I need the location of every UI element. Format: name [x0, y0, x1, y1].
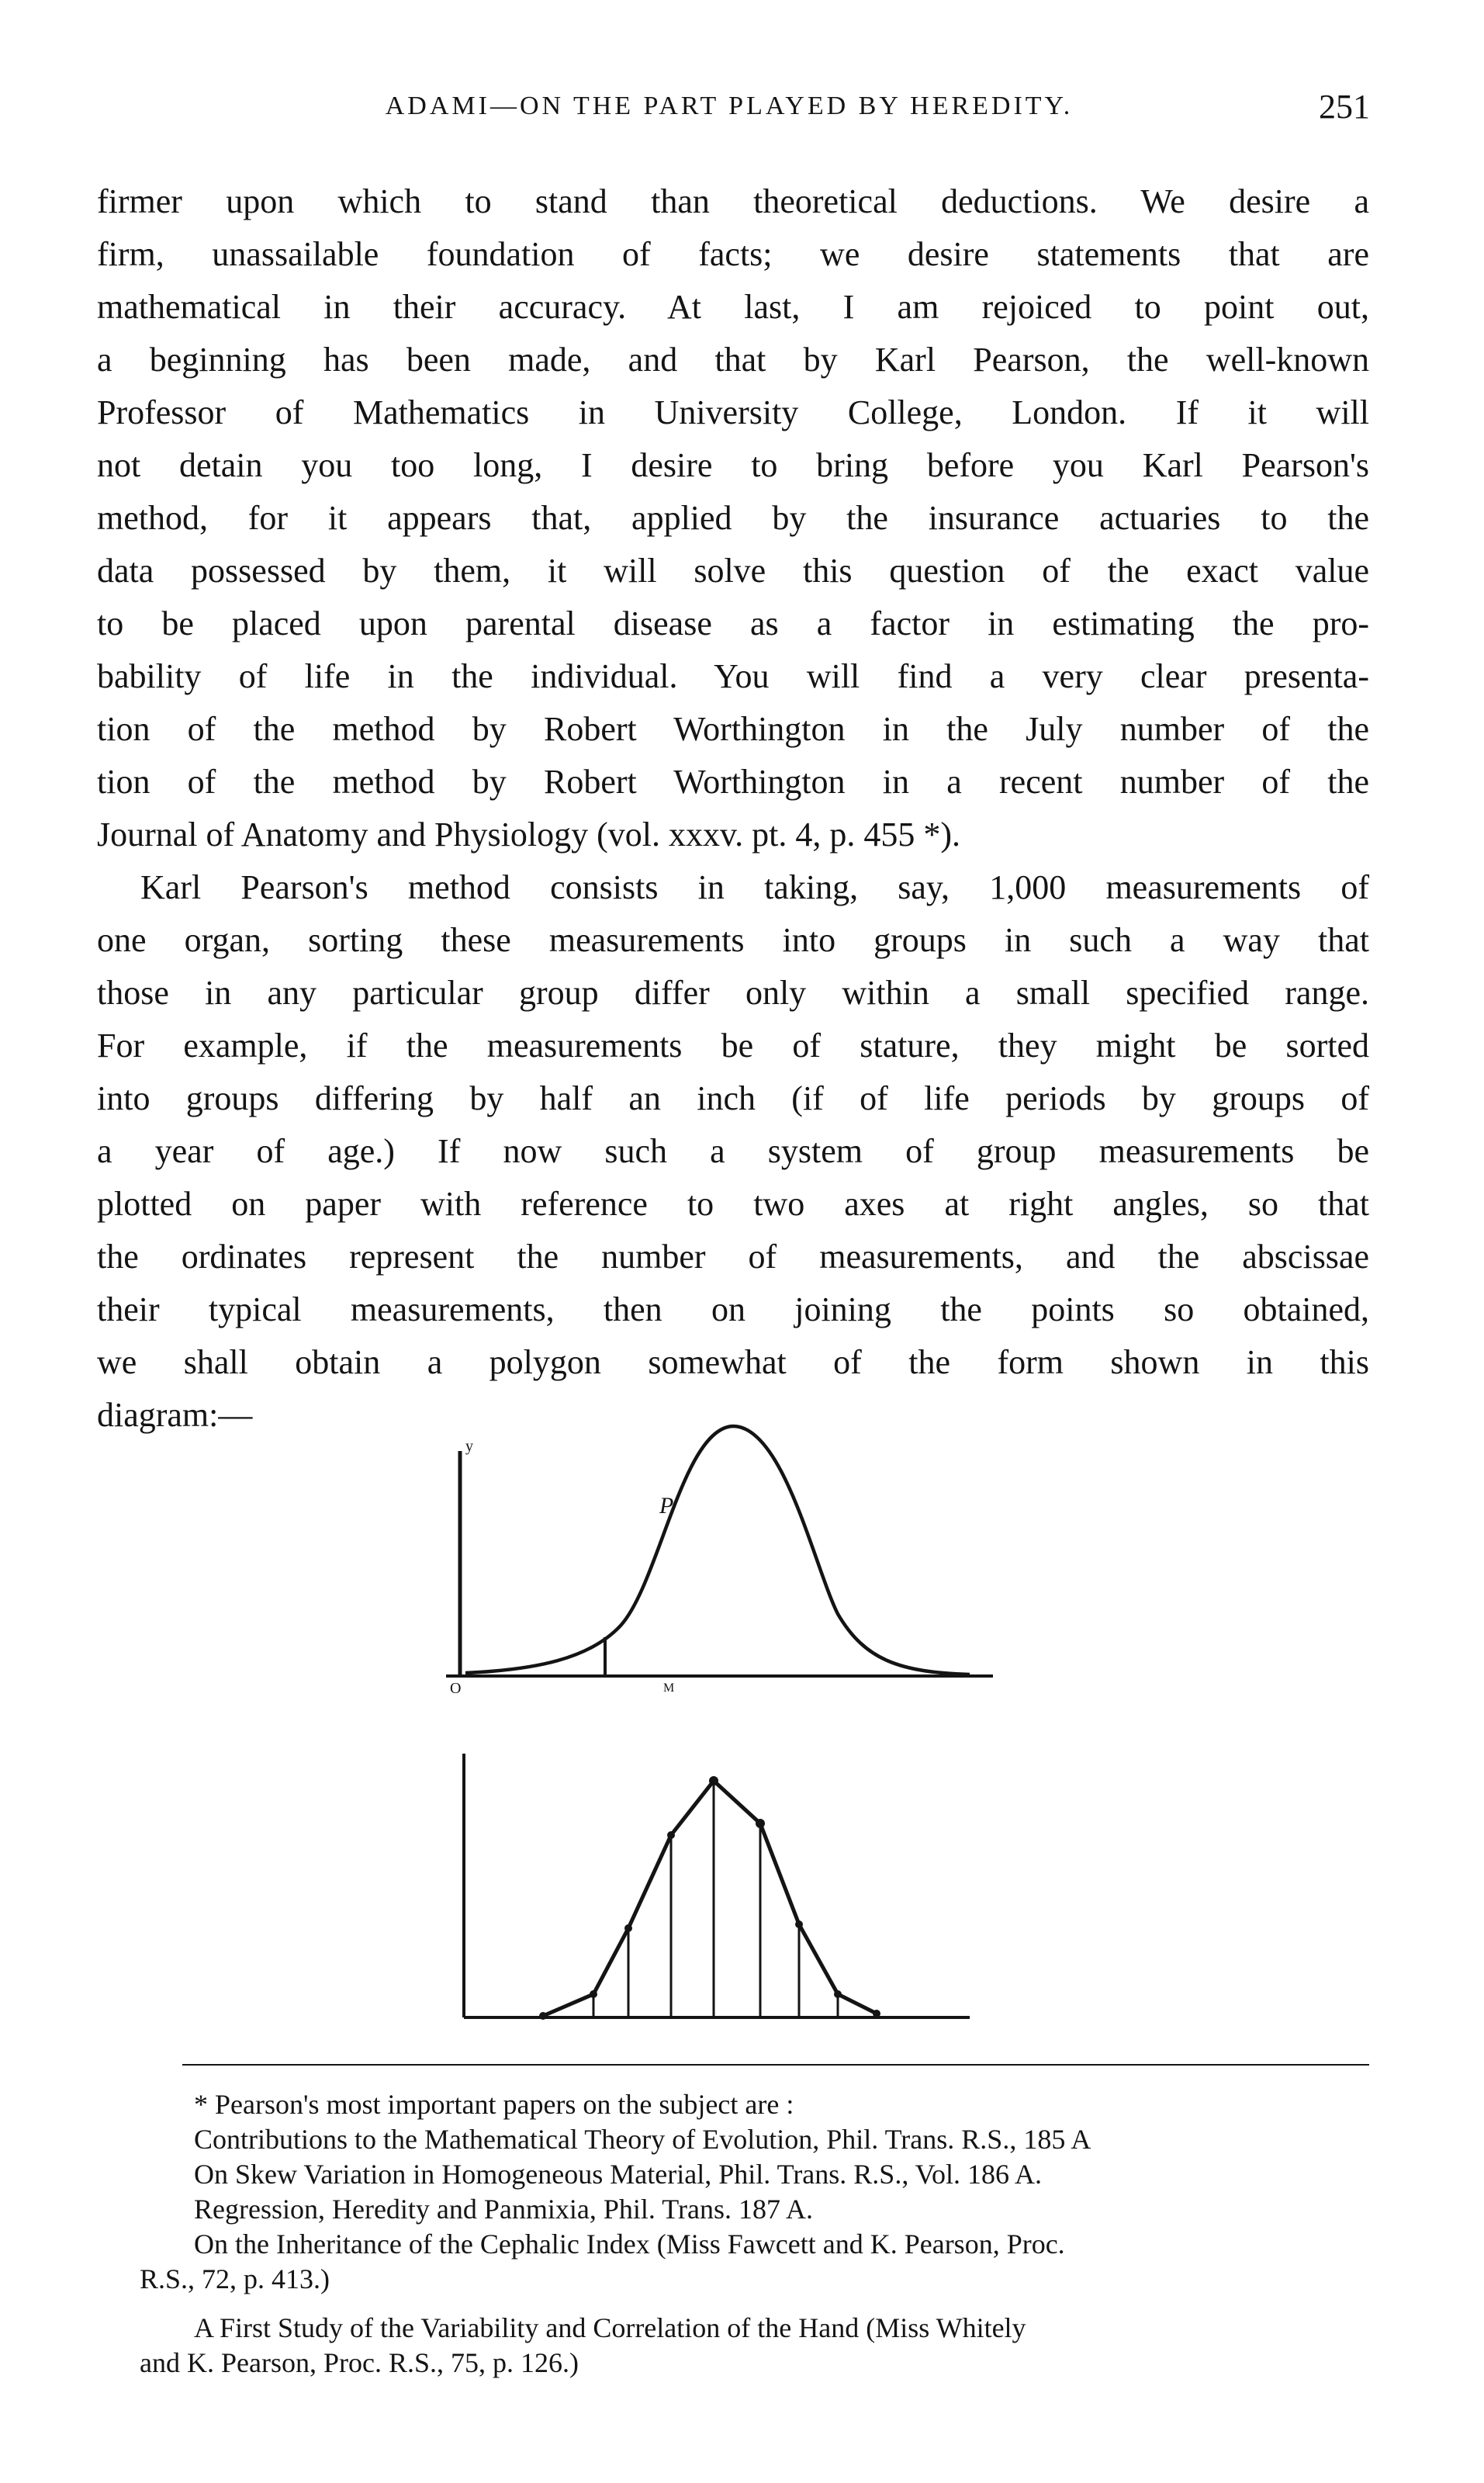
frequency-curve	[465, 1426, 970, 1674]
text-line: mathematical in their accuracy. At last, I am rejoiced to point out,	[97, 288, 1369, 326]
text-line: to be placed upon parental disease as a factor in estimating the pro-	[97, 604, 1369, 642]
text-line: Journal of Anatomy and Physiology (vol. xxxv. pt. 4, p. 455 *).	[97, 816, 960, 854]
vertex	[539, 2012, 547, 2020]
footnotes	[140, 2087, 1381, 2381]
vertex	[795, 1920, 803, 1928]
vertex	[624, 1924, 632, 1932]
text-line: For example, if the measurements be of stature, they might be sorted	[97, 1027, 1369, 1065]
vertex	[590, 1990, 597, 1998]
footnote-item: Contributions to the Mathematical Theory of Evolution, Phil. Trans. R.S., 185 A	[194, 2124, 1091, 2155]
text-line: method, for it appears that, applied by the insurance actuaries to the	[97, 499, 1369, 537]
paragraph-1	[97, 175, 1369, 861]
text-line: data possessed by them, it will solve this question of the exact value	[97, 552, 1369, 590]
footnote-item: On Skew Variation in Homogeneous Material, Phil. Trans. R.S., Vol. 186 A.	[194, 2159, 1043, 2190]
text-line: tion of the method by Robert Worthington in a recent number of the	[97, 763, 1369, 801]
footnote-item-continuation: R.S., 72, p. 413.)	[140, 2263, 330, 2294]
paragraph-2	[97, 861, 1369, 1442]
text-line: their typical measurements, then on joining the points so obtained,	[97, 1290, 1369, 1328]
frequency-polygon	[543, 1781, 877, 2016]
curve-label: P	[659, 1493, 674, 1519]
footnote-item: Regression, Heredity and Panmixia, Phil. Trans. 187 A.	[194, 2194, 813, 2225]
origin-label: O	[450, 1680, 462, 1697]
text-line: diagram:—	[97, 1396, 253, 1434]
footnote-item-continuation: and K. Pearson, Proc. R.S., 75, p. 126.)	[140, 2347, 579, 2378]
footnote-rule	[182, 2064, 1369, 2066]
vertex	[709, 1776, 718, 1785]
text-line: we shall obtain a polygon somewhat of the form shown in this	[97, 1343, 1369, 1381]
footnote-intro: * Pearson's most important papers on the subject are :	[194, 2089, 794, 2120]
text-line: the ordinates represent the number of measurements, and the abscissae	[97, 1238, 1369, 1276]
page-number: 251	[1319, 88, 1370, 126]
text-line: Professor of Mathematics in University College, London. If it will	[97, 393, 1369, 431]
distribution-diagram	[434, 1412, 1024, 2048]
vertex	[667, 1831, 675, 1839]
text-line: into groups differing by half an inch (if of life periods by groups of	[97, 1079, 1369, 1117]
upper-y-label: y	[465, 1438, 473, 1455]
vertex	[756, 1819, 765, 1828]
lower-polygon-diagram	[464, 1754, 970, 2020]
text-line: firmer upon which to stand than theoretical deductions. We desire a	[97, 182, 1369, 220]
text-line: bability of life in the individual. You will find a very clear presenta-	[97, 657, 1369, 695]
vertex	[873, 2010, 880, 2017]
text-line: tion of the method by Robert Worthington in the July number of the	[97, 710, 1369, 748]
polygon-ordinates	[593, 1781, 838, 2017]
text-line: not detain you too long, I desire to bring before you Karl Pearson's	[97, 446, 1369, 484]
footnote-item: On the Inheritance of the Cephalic Index (Miss Fawcett and K. Pearson, Proc.	[194, 2228, 1065, 2260]
running-head: ADAMI—ON THE PART PLAYED BY HEREDITY.	[385, 92, 1074, 120]
text-line: a beginning has been made, and that by Karl Pearson, the well-known	[97, 341, 1369, 379]
text-line: Karl Pearson's method consists in taking, say, 1,000 measurements of	[140, 868, 1369, 906]
text-line: firm, unassailable foundation of facts; we desire statements that are	[97, 235, 1369, 273]
abscissa-label: M	[663, 1681, 675, 1695]
upper-curve-diagram	[446, 1426, 993, 1697]
text-line: plotted on paper with reference to two axes at right angles, so that	[97, 1185, 1369, 1223]
vertex	[834, 1990, 842, 1998]
footnote-item: A First Study of the Variability and Correlation of the Hand (Miss Whitely	[194, 2312, 1026, 2343]
polygon-vertices	[539, 1776, 880, 2020]
text-line: a year of age.) If now such a system of group measurements be	[97, 1132, 1369, 1170]
text-line: those in any particular group differ only within a small specified range.	[97, 974, 1369, 1012]
text-line: one organ, sorting these measurements into groups in such a way that	[97, 921, 1369, 959]
